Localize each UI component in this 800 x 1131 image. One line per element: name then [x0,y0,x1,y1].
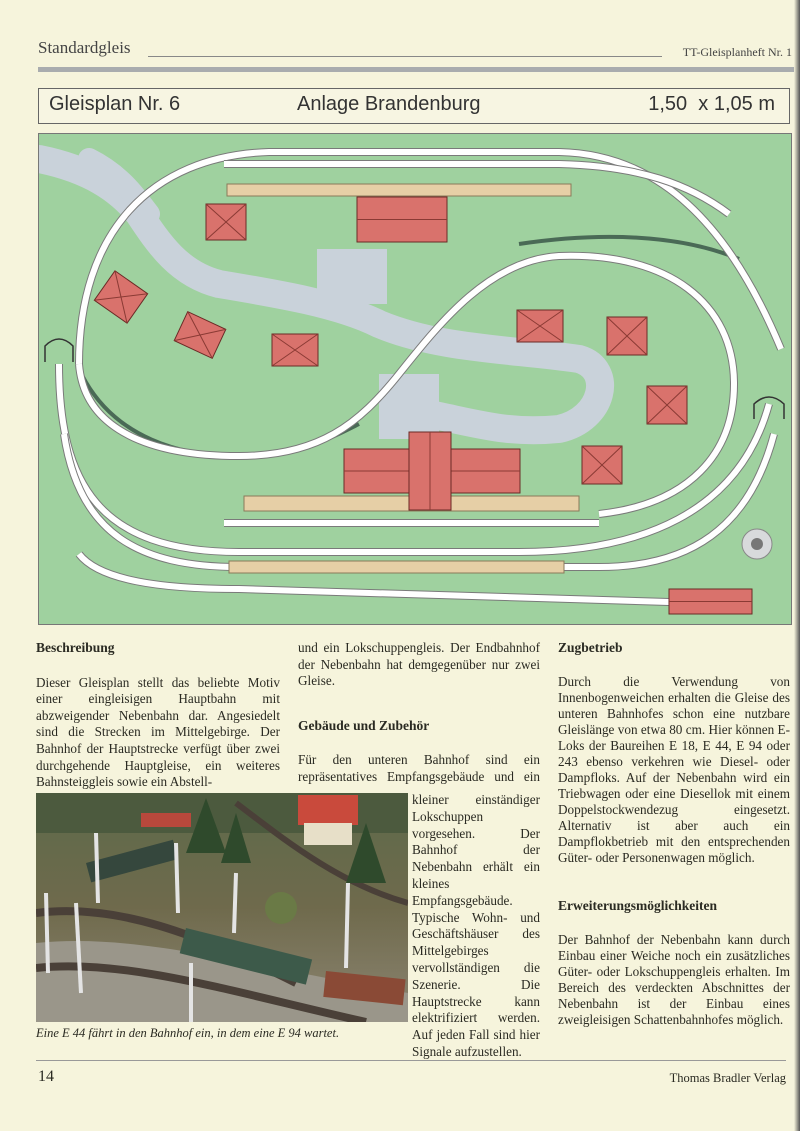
gebaeude-heading-block [298,718,540,735]
house [669,589,752,614]
column-gebaeude-narrow [412,792,540,1061]
plan-number: Gleisplan Nr. 6 [49,93,181,115]
running-header-section: Standardgleis [38,38,131,57]
gebaeude-wide-block [298,752,540,785]
page-number: 14 [38,1068,54,1085]
header-bar [38,67,800,72]
house [582,446,622,484]
running-header-booklet: TT-Gleisplanheft Nr. 1 [682,45,792,59]
heading-zugbetrieb: Zugbetrieb [558,640,623,655]
house [607,317,647,355]
track-plan [38,133,792,625]
layout-size: 1,50 x 1,05 m [648,93,775,115]
column-right-zugbetrieb [558,640,790,866]
publisher: Thomas Bradler Verlag [669,1071,786,1085]
footer-rule [36,1060,786,1061]
layout-name: Anlage Brandenburg [297,93,481,115]
heading-beschreibung: Beschreibung [36,640,115,655]
column-beschreibung [36,640,280,791]
column-right-erweiterung [558,898,790,1028]
heading-gebaeude: Gebäude und Zubehör [298,718,430,733]
plaza [317,249,387,304]
turntable-center [751,538,763,550]
plan-title-bar [38,88,790,124]
house [357,197,447,242]
header-rule [148,56,662,57]
house [647,386,687,424]
column-middle [298,640,540,690]
text-gebaeude-wide: Für den unteren Bahnhof sind ein repräsentatives Empfangsgebäude und ein [298,752,540,784]
text-zugbetrieb: Durch die Verwendung von Innenbogenweichen erhalten die Gleise des unteren Bahnhofes schon eine nutzbare Gleislänge von etwa 80 cm. Hier können E-Loks der Baureihen E 18, E 44, E 94 oder 243 ebenso verkehren wie Diesel- oder Dampfloks. Auf der Nebenbahn wird ein Triebwagen oder eine Diesellok mit einem Doppelstockwendezug eingesetzt. Alternativ ist aber auch ein Dampflokbetrieb mit den entsprechenden Güter- oder Personenwagen möglich. [558,674,790,865]
house [272,334,318,366]
text-beschreibung-continued: und ein Lokschuppengleis. Der Endbahnhof der Nebenbahn hat demgegenüber nur zwei Gleise. [298,640,540,689]
text-gebaeude-narrow: kleiner einständiger Lokschuppen vorgesehen. Der Bahnhof der Nebenbahn erhält ein kleines Empfangsgebäude. Typische Wohn- und Geschäftshäuser des Mittelgebirges vervollständigen die Szenerie. Die Hauptstrecke kann elektrifiziert werden. Auf jeden Fall sind hier Signale aufzustellen. [412,792,540,1059]
text-beschreibung: Dieser Gleisplan stellt das beliebte Motiv einer eingleisigen Hauptbahn mit abzweigender Nebenbahn dar. Angesiedelt sind die Strecken im Mittelgebirge. Der Bahnhof der Hauptstrecke verfügt über zwei durchgehende Hauptgleise, ein weiteres Bahnsteiggleis sowie ein Abstell- [36,674,280,790]
photo-caption: Eine E 44 fährt in den Bahnhof ein, in dem eine E 94 wartet. [36,1026,340,1040]
house [517,310,563,342]
text-erweiterung: Der Bahnhof der Nebenbahn kann durch Einbau einer Weiche noch ein zusätzliches Güter- oder Lokschuppengleis erhalten. Im Bereich des verdeckten Abschnittes der Nebenbahn ist der Einbau eines zweigleisigen Schattenbahnhofes möglich. [558,932,790,1027]
heading-erweiterung: Erweiterungsmöglichkeiten [558,898,717,913]
page-edge-shadow [794,0,800,1131]
house [206,204,246,240]
layout-photo [36,793,408,1022]
